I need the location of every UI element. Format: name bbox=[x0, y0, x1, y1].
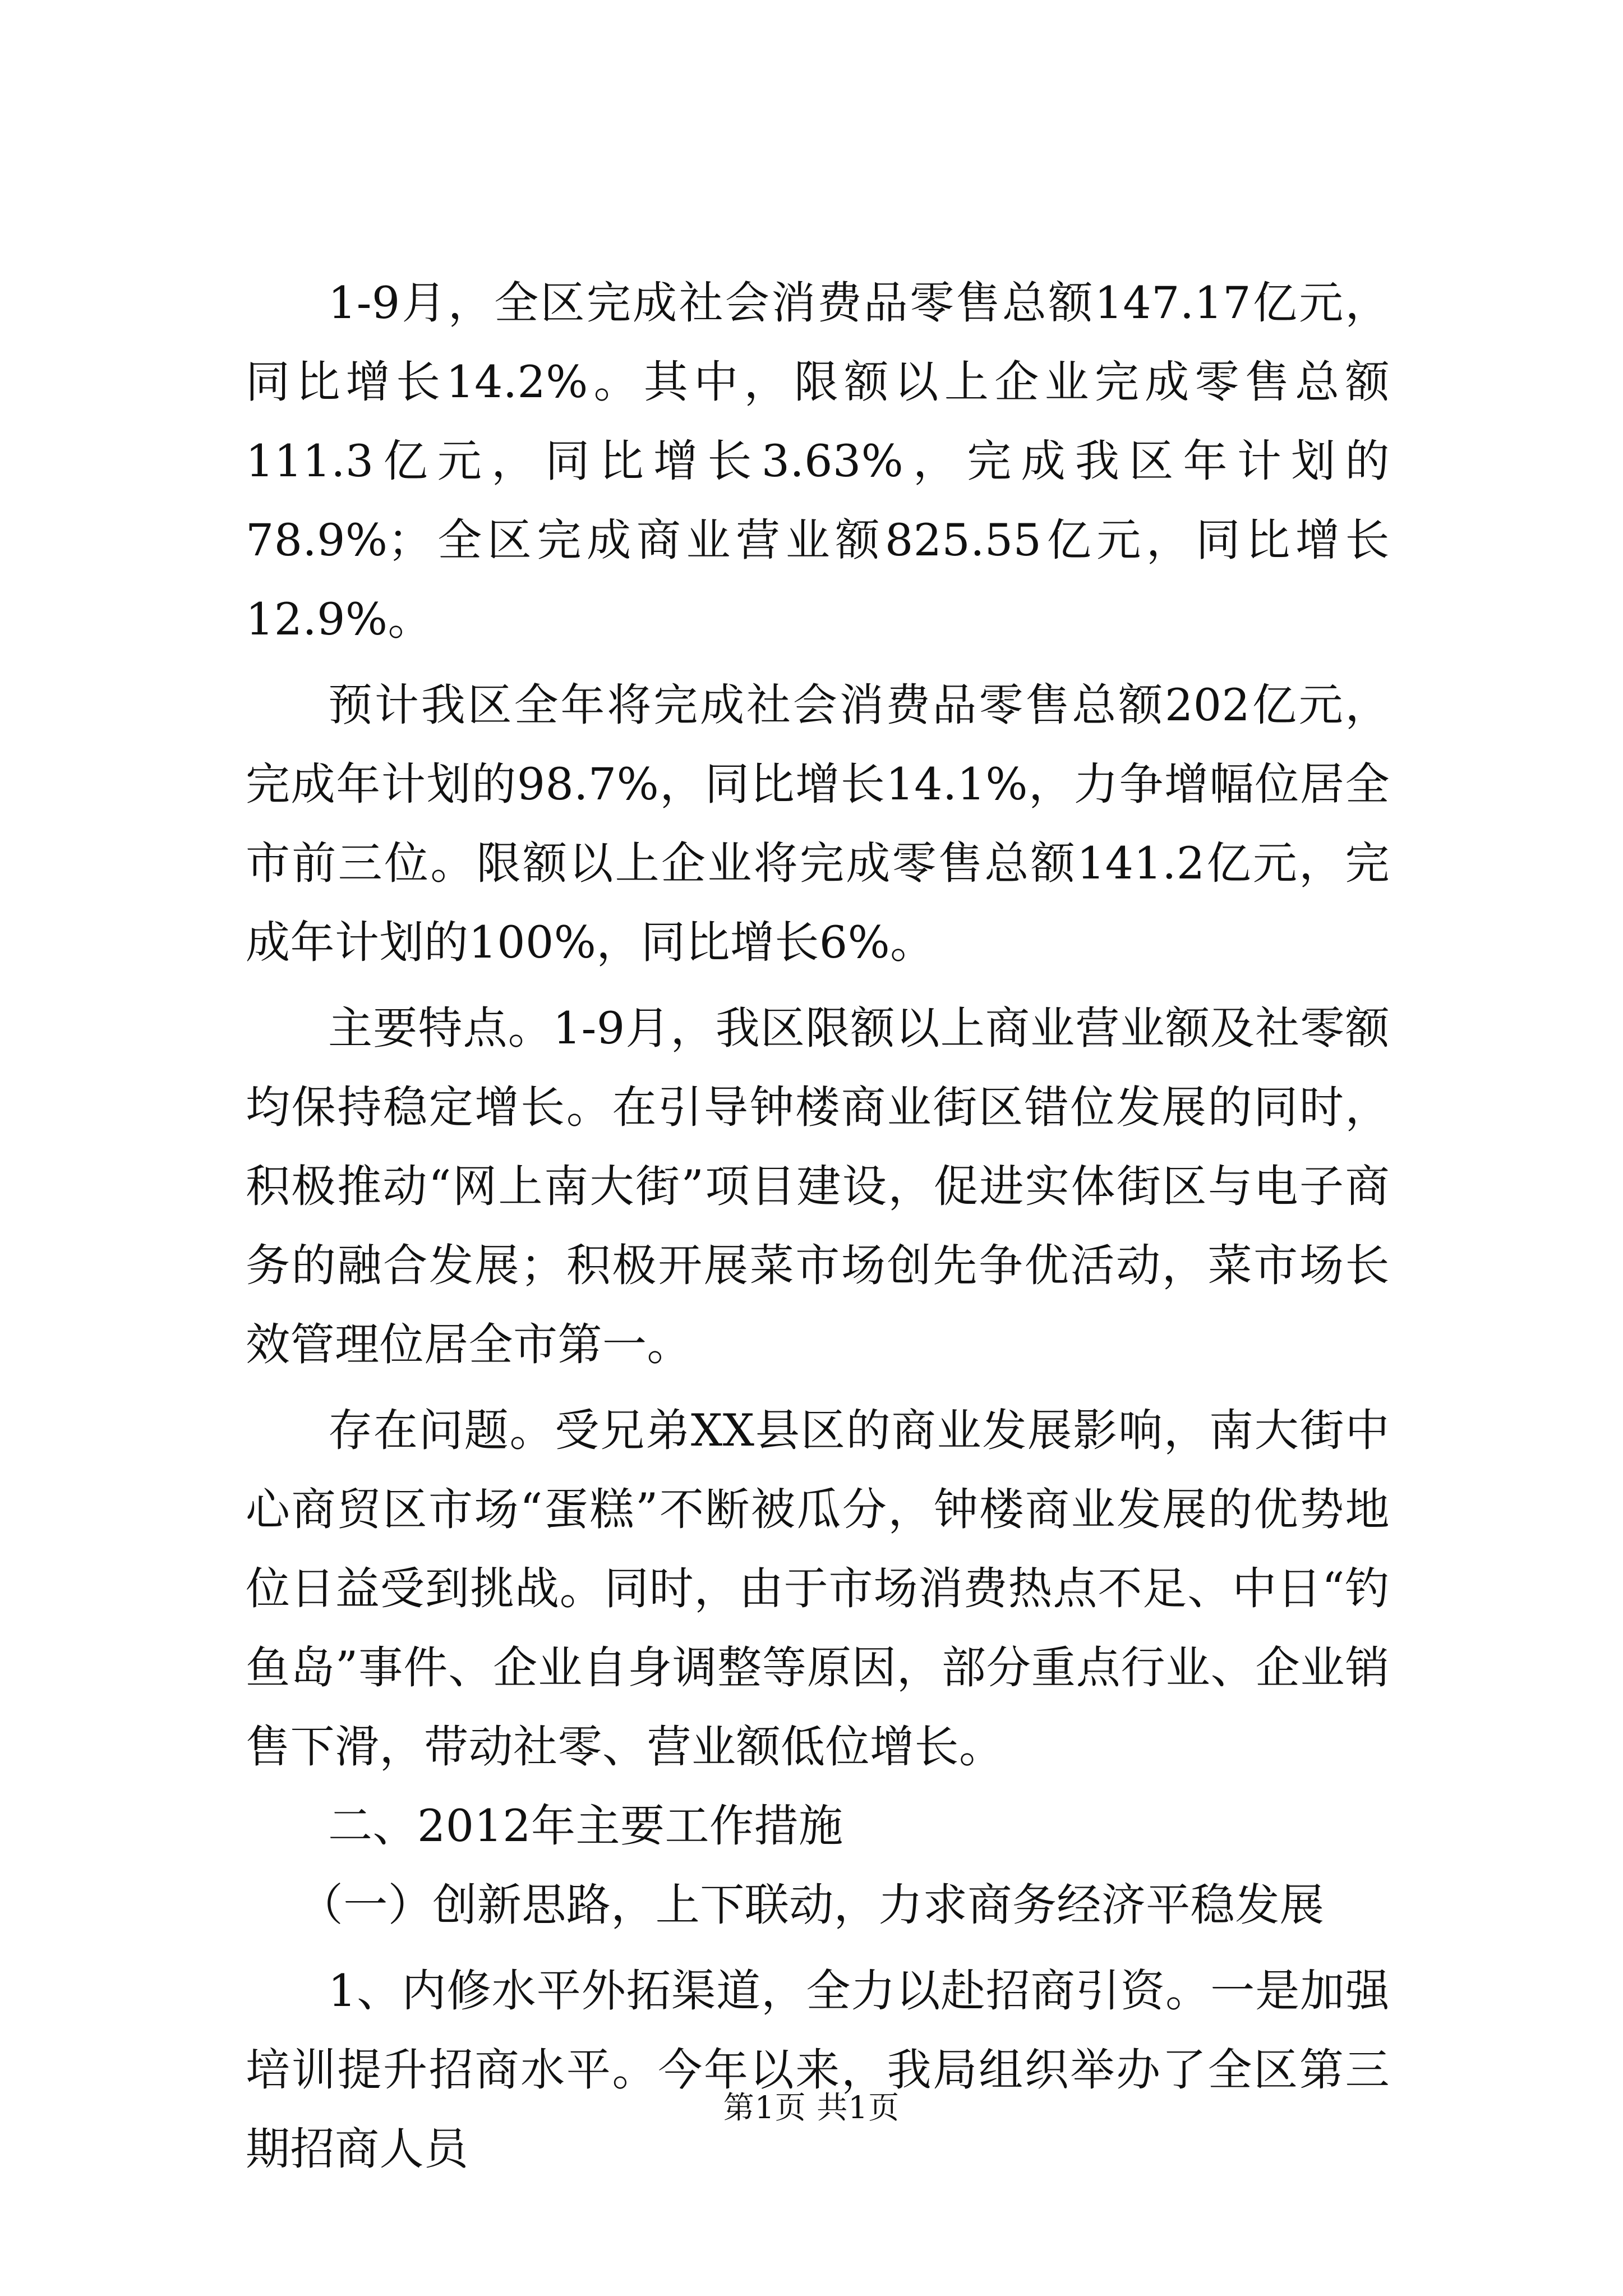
paragraph-annual-forecast: 预计我区全年将完成社会消费品零售总额202亿元，完成年计划的98.7%，同比增长14.1%，力争增幅位居全市前三位。限额以上企业将完成零售总额141.2亿元，完成年计划的100%，同比增长6%。 bbox=[246, 679, 1390, 968]
section-heading: 二、2012年主要工作措施 bbox=[328, 1800, 843, 1852]
paragraph-retail-sales: 1-9月，全区完成社会消费品零售总额147.17亿元，同比增长14.2%。其中，限额以上企业完成零售总额111.3亿元，同比增长3.63%，完成我区年计划的78.9%；全区完成商业营业额825.55亿元，同比增长12.9%。 bbox=[246, 277, 1390, 645]
document-body bbox=[246, 264, 1390, 2189]
paragraph-main-features: 主要特点。1-9月，我区限额以上商业营业额及社零额均保持稳定增长。在引导钟楼商业街区错位发展的同时，积极推动“网上南大街”项目建设，促进实体街区与电子商务的融合发展；积极开展菜市场创先争优活动，菜市场长效管理位居全市第一。 bbox=[246, 1002, 1390, 1370]
page-footer: 第1页 共1页 bbox=[723, 2090, 900, 2125]
paragraph-investment: 1、内修水平外拓渠道，全力以赴招商引资。一是加强培训提升招商水平。今年以来，我局组织举办了全区第三期招商人员 bbox=[246, 1965, 1390, 2175]
subsection-heading: （一）创新思路，上下联动，力求商务经济平稳发展 bbox=[298, 1879, 1325, 1931]
paragraph-existing-problems: 存在问题。受兄弟XX县区的商业发展影响，南大街中心商贸区市场“蛋糕”不断被瓜分，钟楼商业发展的优势地位日益受到挑战。同时，由于市场消费热点不足、中日“钓鱼岛”事件、企业自身调整等原因，部分重点行业、企业销售下滑，带动社零、营业额低位增长。 bbox=[246, 1405, 1390, 1773]
